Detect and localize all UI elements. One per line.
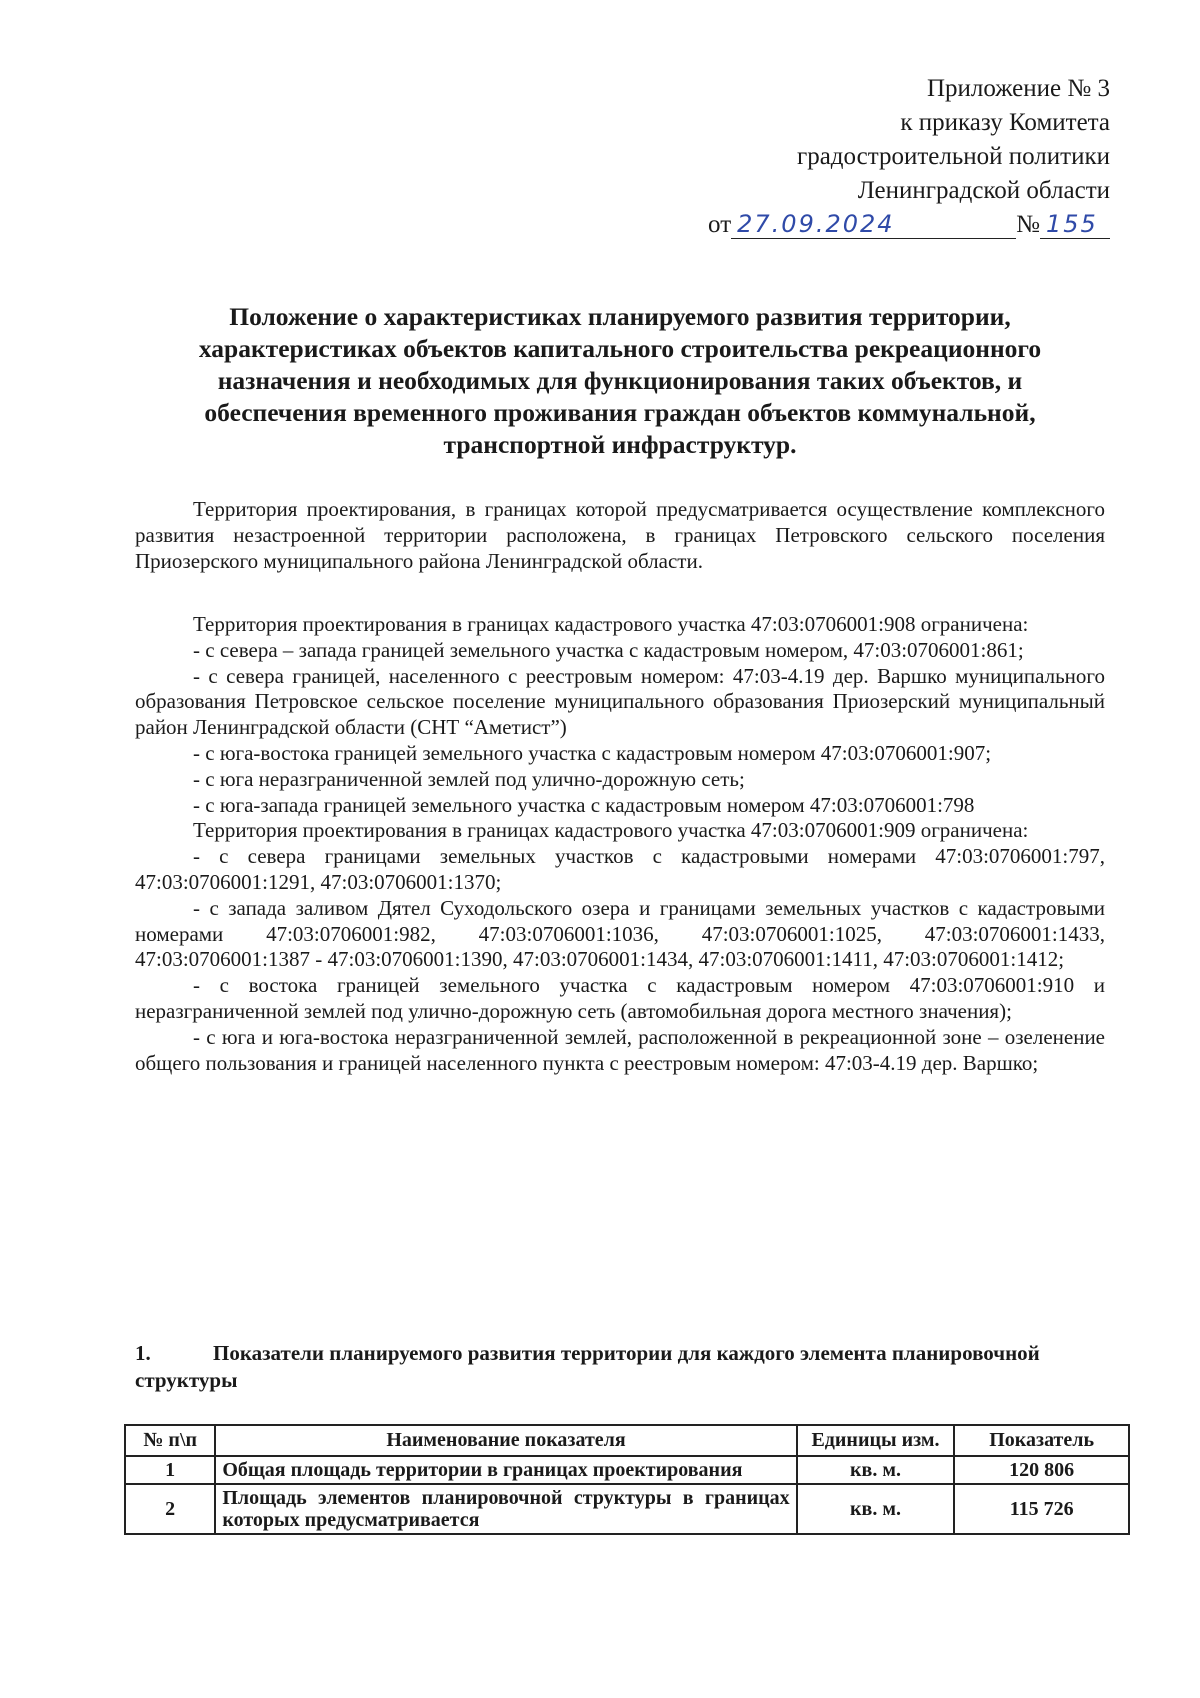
title-line: характеристиках объектов капитального строительства рекреационного [198,334,1042,363]
appendix-header [708,72,1110,242]
row-num: 1 [125,1456,215,1484]
order-number-field [1040,211,1110,239]
document-title [130,301,1110,461]
section-title: Показатели планируемого развития территории для каждого элемента планировочной структуры [135,1341,1040,1392]
section-heading [135,1340,1105,1394]
boundary-paragraph: - с запада заливом Дятел Суходольского озера и границами земельных участков с кадастровыми номерами 47:03:0706001:982, 47:03:0706001:1036, 47:03:0706001:1025, 47:03:0706001:1433, 47:03:0706001:1387 - 47:03:0706001:1390, 47:03:0706001:1434, 47:03:0706001:1411, 47:03:0706001:1412; [135,895,1105,972]
indicators-table [124,1424,1130,1535]
row-name: Площадь элементов планировочной структуры в границах которых предусматривается [215,1484,796,1534]
title-line: транспортной инфраструктур. [443,430,797,459]
boundary-paragraph: - с севера границей, населенного с реестровым номером: 47:03-4.19 дер. Варшко муниципального образования Петровское сельское поселение муниципального образования Приозерский муниципальный район Ленинградской области (СНТ “Аметист”) [135,663,1105,740]
committee-name: градостроительной политики [796,143,1110,170]
table-row [125,1484,1129,1534]
header-num: № п\п [125,1425,215,1456]
boundary-paragraph: - с востока границей земельного участка с кадастровым номером 47:03:0706001:910 и неразграниченной землей под улично-дорожную сеть (автомобильная дорога местного значения); [135,973,1105,1023]
boundary-paragraph: - с юга-запада границей земельного участка с кадастровым номером 47:03:0706001:798 [193,792,975,817]
boundary-paragraph: - с севера границами земельных участков с кадастровыми номерами 47:03:0706001:797, 47:03:0706001:1291, 47:03:0706001:1370; [135,844,1105,894]
order-date-field [731,211,1016,239]
number-label: № [1016,211,1040,238]
section-number: 1. [135,1341,151,1365]
region-name: Ленинградской области [857,177,1110,204]
header-name: Наименование показателя [215,1425,796,1456]
row-value: 120 806 [954,1456,1129,1484]
intro-section [135,497,1105,574]
row-value: 115 726 [954,1484,1129,1534]
title-line: назначения и необходимых для функционирования таких объектов, и [217,366,1023,395]
row-num: 2 [125,1484,215,1534]
boundary-paragraph: - с севера – запада границей земельного участка с кадастровым номером, 47:03:0706001:861; [193,637,1024,662]
intro-paragraph: Территория проектирования, в границах которой предусматривается осуществление комплексного развития незастроенной территории расположена, в границах Петровского сельского поселения Приозерского муниципального района Ленинградской области. [135,497,1105,573]
boundary-paragraph: - с юга-востока границей земельного участка с кадастровым номером 47:03:0706001:907; [193,740,992,765]
boundary-paragraph: - с юга неразграниченной землей под улично-дорожную сеть; [193,766,745,791]
boundary-paragraph: Территория проектирования в границах кадастрового участка 47:03:0706001:909 ограничена: [193,818,1029,843]
boundary-paragraph: Территория проектирования в границах кадастрового участка 47:03:0706001:908 ограничена: [193,612,1029,636]
header-unit: Единицы изм. [797,1425,955,1456]
table-row [125,1456,1129,1484]
row-unit: кв. м. [797,1456,955,1484]
boundary-paragraph: - с юга и юга-востока неразграниченной землей, расположенной в рекреационной зоне – озеленение общего пользования и границей населенного пункта с реестровым номером: 47:03-4.19 дер. Варшко; [135,1024,1105,1075]
row-name: Общая площадь территории в границах проектирования [215,1456,796,1484]
table-header-row [125,1425,1129,1456]
order-date-number-line [708,208,1110,242]
title-line: обеспечения временного проживания граждан объектов коммунальной, [204,398,1036,427]
handwritten-number: 155 [1046,210,1098,238]
appendix-number: Приложение № 3 [926,75,1110,102]
title-line: Положение о характеристиках планируемого развития территории, [229,302,1011,331]
row-unit: кв. м. [797,1484,955,1534]
boundaries-section [135,612,1105,1076]
from-label: от [708,211,732,238]
order-reference: к приказу Комитета [900,109,1110,136]
header-value: Показатель [954,1425,1129,1456]
handwritten-date: 27.09.2024 [737,210,895,238]
